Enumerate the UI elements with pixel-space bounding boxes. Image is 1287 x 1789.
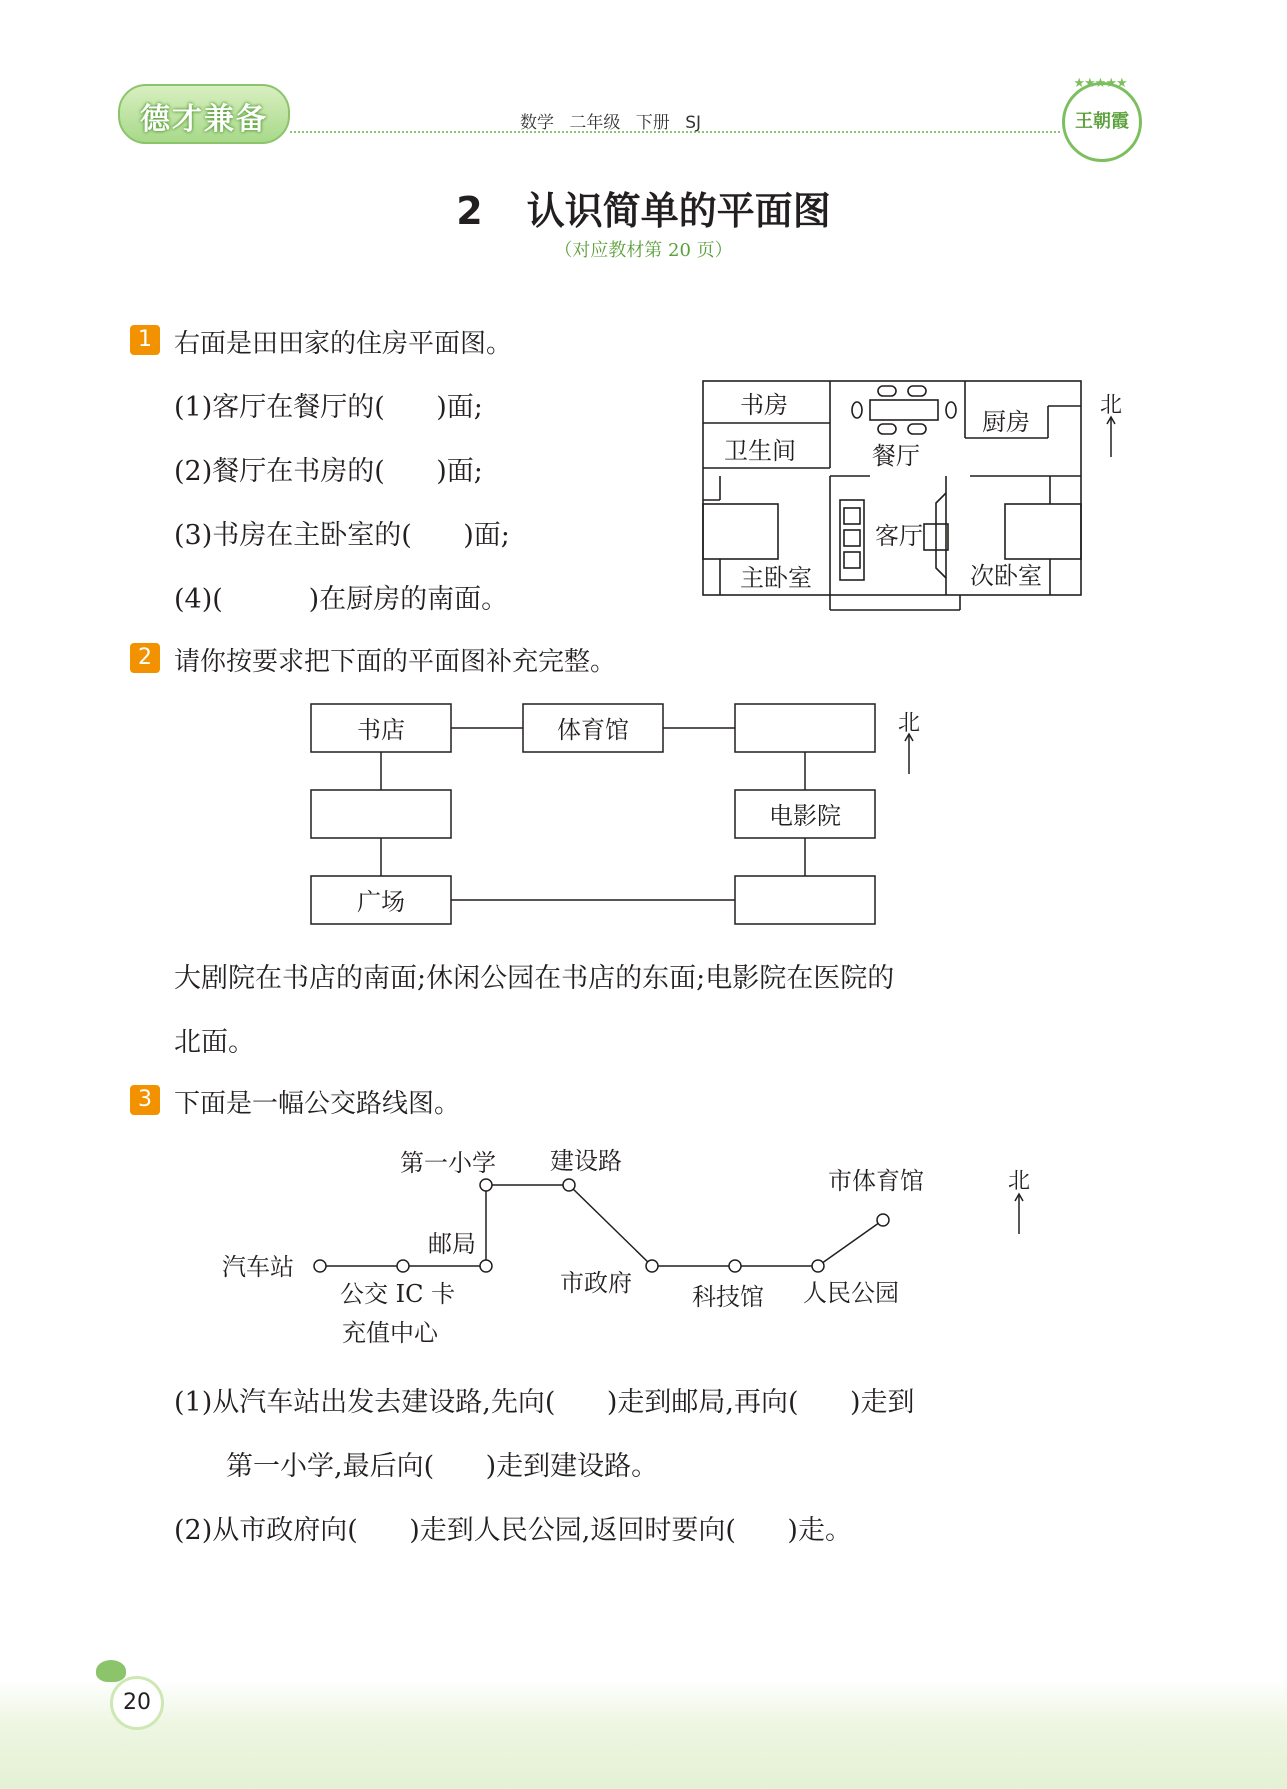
stop-label: 市政府 — [560, 1269, 632, 1297]
footer-band — [0, 1680, 1287, 1789]
brand-seal: 王朝霞 — [1062, 82, 1142, 162]
stop-label: 建设路 — [550, 1147, 622, 1175]
question-prompt: 请你按要求把下面的平面图补充完整。 — [174, 647, 617, 677]
route-stop — [877, 1214, 889, 1226]
place-label: 书店 — [357, 716, 405, 744]
series-name: 德才兼备 — [140, 102, 268, 137]
place-label: 体育馆 — [557, 716, 629, 744]
description-text: 大剧院在书店的南面;休闲公园在书店的东面;电影院在医院的 — [174, 963, 895, 994]
lesson-title: 认识简单的平面图 — [526, 189, 831, 233]
lesson-number: 2 — [456, 189, 483, 233]
route-stop — [812, 1260, 824, 1272]
stop-label: 公交 IC 卡 — [340, 1280, 456, 1308]
question-number: 3 — [130, 1085, 160, 1115]
north-arrow-icon — [902, 732, 916, 776]
description-text: 北面。 — [174, 1027, 255, 1058]
textbook-reference: （对应教材第 20 页） — [554, 240, 733, 261]
room-label: 厨房 — [982, 408, 1030, 436]
bus-route-map — [200, 1140, 1080, 1350]
page-title — [0, 180, 1287, 235]
dolphin-icon — [96, 1660, 126, 1682]
stop-label: 科技馆 — [692, 1283, 764, 1311]
route-stop — [480, 1179, 492, 1191]
route-stop — [397, 1260, 409, 1272]
stop-label: 市体育馆 — [828, 1167, 924, 1195]
stop-label: 汽车站 — [222, 1253, 294, 1281]
room-label: 客厅 — [875, 522, 923, 550]
room-label: 餐厅 — [872, 442, 920, 470]
header-subject: 数学 二年级 下册 SJ — [520, 113, 702, 133]
stop-label: 充值中心 — [342, 1319, 438, 1347]
question-line: 第一小学,最后向( )走到建设路。 — [226, 1451, 659, 1482]
north-label: 北 — [1100, 393, 1123, 418]
stop-label: 人民公园 — [803, 1279, 899, 1307]
series-badge — [118, 84, 290, 144]
route-stop — [480, 1260, 492, 1272]
question-number: 1 — [130, 325, 160, 355]
question-line: (3)书房在主卧室的( )面; — [174, 520, 510, 551]
route-stop — [729, 1260, 741, 1272]
question-line: (1)客厅在餐厅的( )面; — [174, 392, 483, 423]
question-prompt: 右面是田田家的住房平面图。 — [174, 329, 513, 359]
city-plan — [305, 700, 885, 930]
north-label: 北 — [1008, 1169, 1031, 1194]
north-arrow-icon — [1012, 1192, 1026, 1236]
stop-label: 第一小学 — [400, 1149, 496, 1177]
north-arrow-icon — [1104, 415, 1118, 459]
north-label: 北 — [898, 711, 921, 736]
place-label: 电影院 — [769, 802, 841, 830]
room-label: 卫生间 — [724, 437, 796, 465]
floor-plan — [700, 378, 1123, 614]
question-line: (1)从汽车站出发去建设路,先向( )走到邮局,再向( )走到 — [174, 1387, 915, 1418]
route-stop — [563, 1179, 575, 1191]
place-label: 广场 — [357, 888, 405, 916]
question-line: (2)餐厅在书房的( )面; — [174, 456, 483, 487]
room-label: 主卧室 — [740, 564, 812, 592]
room-label: 书房 — [740, 391, 788, 419]
question-number: 2 — [130, 643, 160, 673]
page-number: 20 — [110, 1676, 164, 1730]
room-label: 次卧室 — [970, 562, 1042, 590]
star-icon: ★★★★★ — [1073, 76, 1127, 91]
route-stop — [646, 1260, 658, 1272]
stop-label: 邮局 — [428, 1230, 476, 1258]
question-line: (2)从市政府向( )走到人民公园,返回时要向( )走。 — [174, 1515, 852, 1546]
route-stop — [314, 1260, 326, 1272]
question-line: (4)( )在厨房的南面。 — [174, 584, 509, 615]
question-prompt: 下面是一幅公交路线图。 — [174, 1089, 461, 1119]
